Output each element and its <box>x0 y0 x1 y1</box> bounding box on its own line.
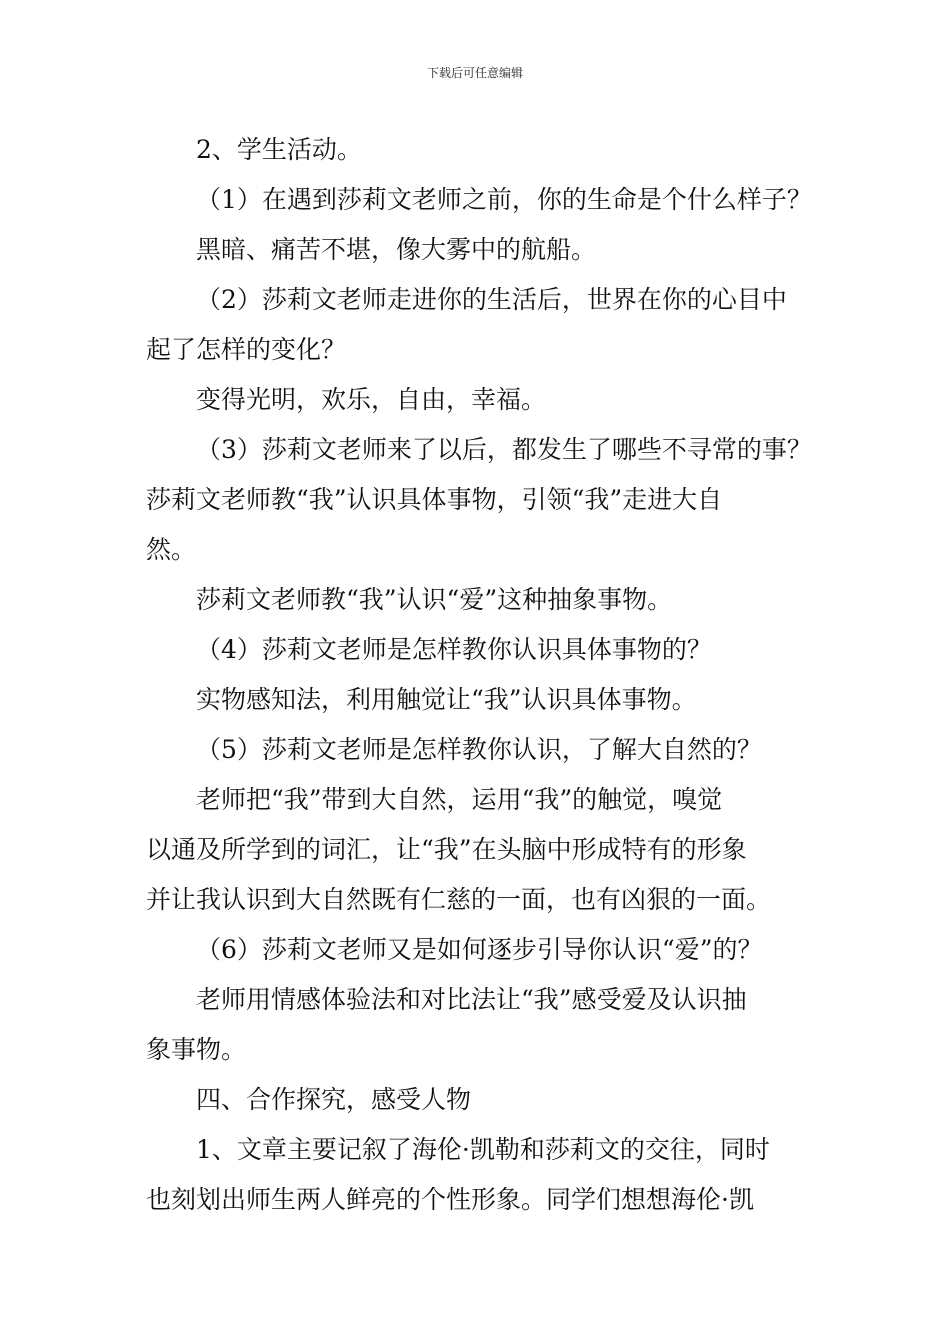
text-line: 黑暗、痛苦不堪，像大雾中的航船。 <box>196 235 597 264</box>
text-line: 1、文章主要记叙了海伦·凯勒和莎莉文的交往，同时 <box>196 1135 770 1164</box>
text-line: （6）莎莉文老师又是如何逐步引导你认识“爱”的？ <box>196 935 763 964</box>
text-line: 并让我认识到大自然既有仁慈的一面，也有凶狠的一面。 <box>146 885 772 914</box>
text-line: 老师把“我”带到大自然，运用“我”的触觉，嗅觉 <box>196 785 723 814</box>
page-header: 下载后可任意编辑 <box>426 66 523 80</box>
text-line: 以通及所学到的词汇，让“我”在头脑中形成特有的形象 <box>146 835 747 864</box>
text-line: 四、合作探究，感受人物 <box>196 1085 472 1114</box>
text-line: 变得光明，欢乐，自由，幸福。 <box>196 385 547 414</box>
text-line: （3）莎莉文老师来了以后，都发生了哪些不寻常的事？ <box>196 435 812 464</box>
text-line: 莎莉文老师教“我”认识“爱”这种抽象事物。 <box>196 585 673 614</box>
text-line: （1）在遇到莎莉文老师之前，你的生命是个什么样子？ <box>196 185 812 214</box>
text-line: 起了怎样的变化？ <box>146 335 347 364</box>
text-line: 2、学生活动。 <box>196 135 362 164</box>
text-line: 然。 <box>146 535 197 564</box>
text-line: （2）莎莉文老师走进你的生活后，世界在你的心目中 <box>196 285 787 314</box>
text-line: （5）莎莉文老师是怎样教你认识，了解大自然的？ <box>196 735 762 764</box>
text-line: 莎莉文老师教“我”认识具体事物，引领“我”走进大自 <box>146 485 723 514</box>
text-line: 也刻划出师生两人鲜亮的个性形象。同学们想想海伦·凯 <box>146 1185 754 1214</box>
text-line: （4）莎莉文老师是怎样教你认识具体事物的？ <box>196 635 712 664</box>
text-line: 老师用情感体验法和对比法让“我”感受爱及认识抽 <box>196 985 747 1014</box>
text-line: 实物感知法，利用触觉让“我”认识具体事物。 <box>196 685 697 714</box>
text-line: 象事物。 <box>146 1035 247 1064</box>
